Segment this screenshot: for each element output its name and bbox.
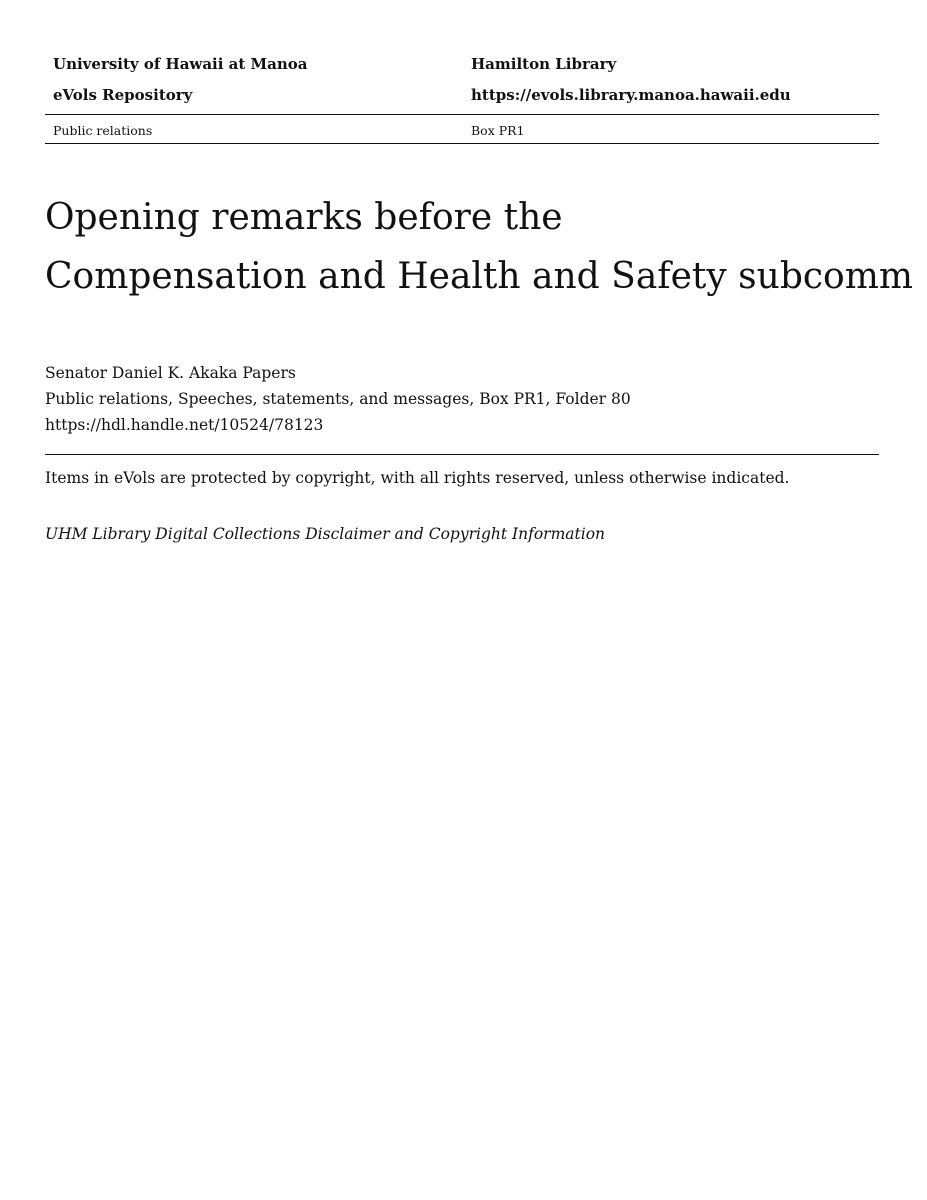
disclaimer-link[interactable]: UHM Library Digital Collections Disclaimer and Copyright Information bbox=[45, 525, 606, 543]
folder-location: Public relations, Speeches, statements, and messages, Box PR1, Folder 80 bbox=[45, 390, 631, 408]
collection-name: Senator Daniel K. Akaka Papers bbox=[45, 364, 296, 382]
title-line-1: Opening remarks before the bbox=[45, 197, 563, 238]
document-metadata bbox=[45, 360, 631, 438]
series-name: Public relations bbox=[53, 123, 153, 138]
document-title bbox=[45, 188, 913, 306]
header-row-series bbox=[45, 115, 879, 143]
header-row-repository bbox=[45, 83, 879, 114]
box-label: Box PR1 bbox=[471, 123, 525, 138]
repository-header bbox=[45, 52, 879, 144]
title-line-2: Compensation and Health and Safety subcomm bbox=[45, 256, 913, 297]
handle-url-link[interactable]: https://hdl.handle.net/10524/78123 bbox=[45, 416, 324, 434]
footer-divider bbox=[45, 454, 879, 455]
rights-statement: Items in eVols are protected by copyright, with all rights reserved, unless otherwise indicated. bbox=[45, 469, 790, 487]
repository-url-link[interactable]: https://evols.library.manoa.hawaii.edu bbox=[471, 86, 791, 104]
header-bottom-divider bbox=[45, 143, 879, 144]
library-name: Hamilton Library bbox=[471, 55, 617, 73]
repository-name: eVols Repository bbox=[53, 86, 193, 104]
header-row-institution bbox=[45, 52, 879, 83]
institution-name: University of Hawaii at Manoa bbox=[53, 55, 308, 73]
